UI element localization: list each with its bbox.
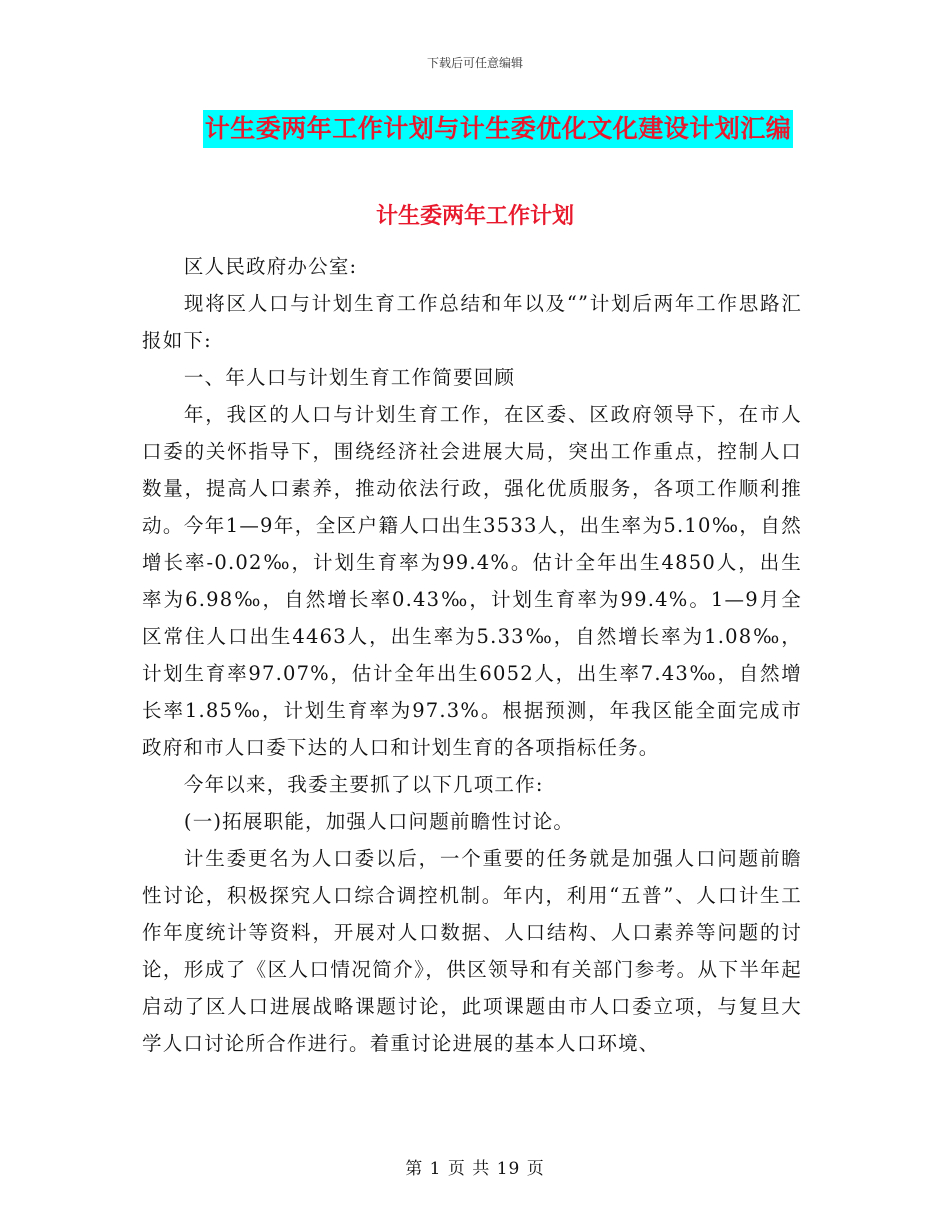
main-title-container xyxy=(0,110,950,148)
footer-prefix: 第 xyxy=(405,1159,424,1179)
subsection-heading-1: (一)拓展职能，加强人口问题前瞻性讨论。 xyxy=(183,810,575,833)
footer-total-pages: 19 xyxy=(496,1159,521,1179)
paragraph-work-items: 今年以来，我委主要抓了以下几项工作: xyxy=(183,773,544,796)
main-title: 计生委两年工作计划与计生委优化文化建设计划汇编 xyxy=(203,110,794,148)
footer-suffix: 页 xyxy=(526,1159,545,1179)
paragraph-intro: 现将区人口与计划生育工作总结和年以及“”计划后两年工作思路汇报如下: xyxy=(142,292,802,352)
header-note: 下载后可任意编辑 xyxy=(426,56,523,70)
paragraph-research: 计生委更名为人口委以后，一个重要的任务就是加强人口问题前瞻性讨论，积极探究人口综合调控机制。年内，利用“五普”、人口计生工作年度统计等资料，开展对人口数据、人口结构、人口素养等问题的讨论，形成了《区人口情况简介》，供区领导和有关部门参考。从下半年起启动了区人口进展战略课题讨论，此项课题由市人口委立项，与复旦大学人口讨论所合作进行。着重讨论进展的基本人口环境、 xyxy=(142,847,802,1055)
paragraph-addressee: 区人民政府办公室: xyxy=(183,255,358,278)
footer-middle: 页 共 xyxy=(447,1159,491,1179)
footer-page-number: 1 xyxy=(429,1159,442,1179)
paragraph-review: 年，我区的人口与计划生育工作，在区委、区政府领导下，在市人口委的关怀指导下，围绕经济社会进展大局，突出工作重点，控制人口数量，提高人口素养，推动依法行政，强化优质服务，各项工作顺利推动。今年1—9年，全区户籍人口出生3533人，出生率为5.10‰，自然增长率-0.02‰，计划生育率为99.4%。估计全年出生4850人，出生率为6.98‰，自然增长率0.43‰，计划生育率为99.4%。1—9月全区常住人口出生4463人，出生率为5.33‰，自然增长率为1.08‰，计划生育率97.07%，估计全年出生6052人，出生率7.43‰，自然增长率1.85‰，计划生育率为97.3%。根据预测，年我区能全面完成市政府和市人口委下达的人口和计划生育的各项指标任务。 xyxy=(142,403,802,759)
body-text xyxy=(142,248,802,1062)
section-title: 计生委两年工作计划 xyxy=(375,204,574,229)
section-heading-1: 一、年人口与计划生育工作简要回顾 xyxy=(183,366,516,389)
page-footer xyxy=(0,1154,950,1179)
